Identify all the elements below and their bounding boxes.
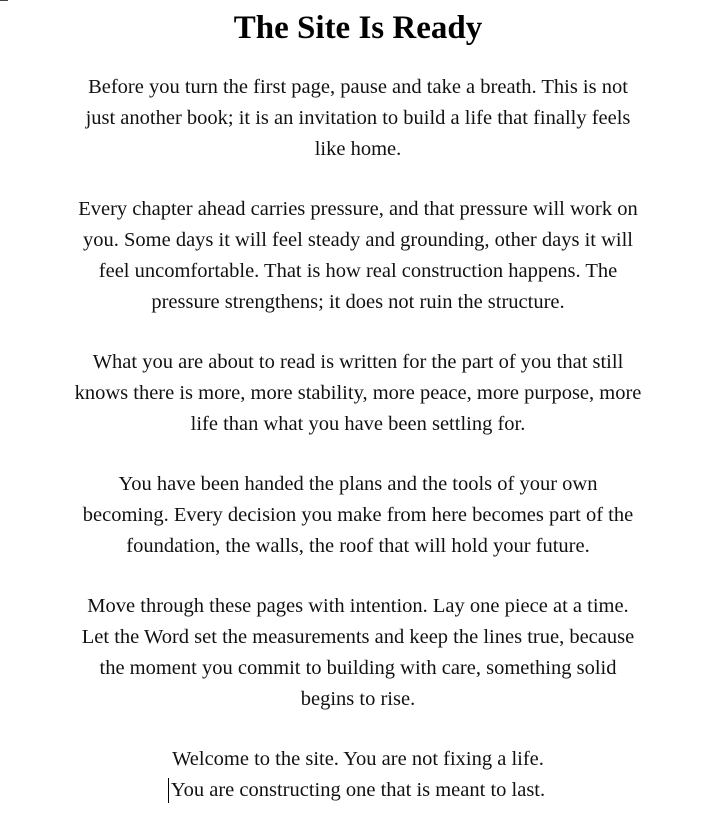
text-line: the moment you commit to building with care, something solid (99, 657, 617, 679)
text-line: foundation, the walls, the roof that will hold your future. (126, 535, 590, 557)
text-line: Before you turn the first page, pause and take a breath. This is not (88, 76, 628, 98)
text-line: becoming. Every decision you make from here becomes part of the (82, 504, 634, 526)
paragraph-5 (28, 591, 688, 715)
text-line: Let the Word set the measurements and keep the lines true, because (81, 626, 635, 648)
paragraph-1 (28, 72, 688, 165)
text-line: knows there is more, more stability, more peace, more purpose, more (74, 382, 642, 404)
text-line: Move through these pages with intention. Lay one piece at a time. (87, 595, 629, 617)
text-line: Welcome to the site. You are not fixing a life. (172, 748, 544, 770)
text-line: just another book; it is an invitation to build a life that finally feels (85, 107, 631, 129)
text-line: begins to rise. (300, 688, 416, 710)
text-line: pressure strengthens; it does not ruin the structure. (151, 291, 565, 313)
page-title: The Site Is Ready (233, 10, 483, 46)
text-line: You are constructing one that is meant to last. (170, 779, 546, 801)
text-line-with-cursor (28, 775, 688, 806)
text-line: like home. (314, 138, 402, 160)
text-cursor (168, 778, 169, 803)
page-corner-mark (0, 0, 8, 1)
text-line: Every chapter ahead carries pressure, and that pressure will work on (78, 198, 638, 220)
text-line: What you are about to read is written for the part of you that still (92, 351, 624, 373)
text-line: life than what you have been settling for. (190, 413, 526, 435)
paragraph-4 (28, 469, 688, 562)
document-body[interactable] (28, 72, 688, 835)
text-line: you. Some days it will feel steady and grounding, other days it will (83, 229, 633, 251)
text-line: You have been handed the plans and the tools of your own (118, 473, 598, 495)
paragraph-3 (28, 347, 688, 440)
text-line: feel uncomfortable. That is how real construction happens. The (98, 260, 618, 282)
paragraph-2 (28, 194, 688, 318)
